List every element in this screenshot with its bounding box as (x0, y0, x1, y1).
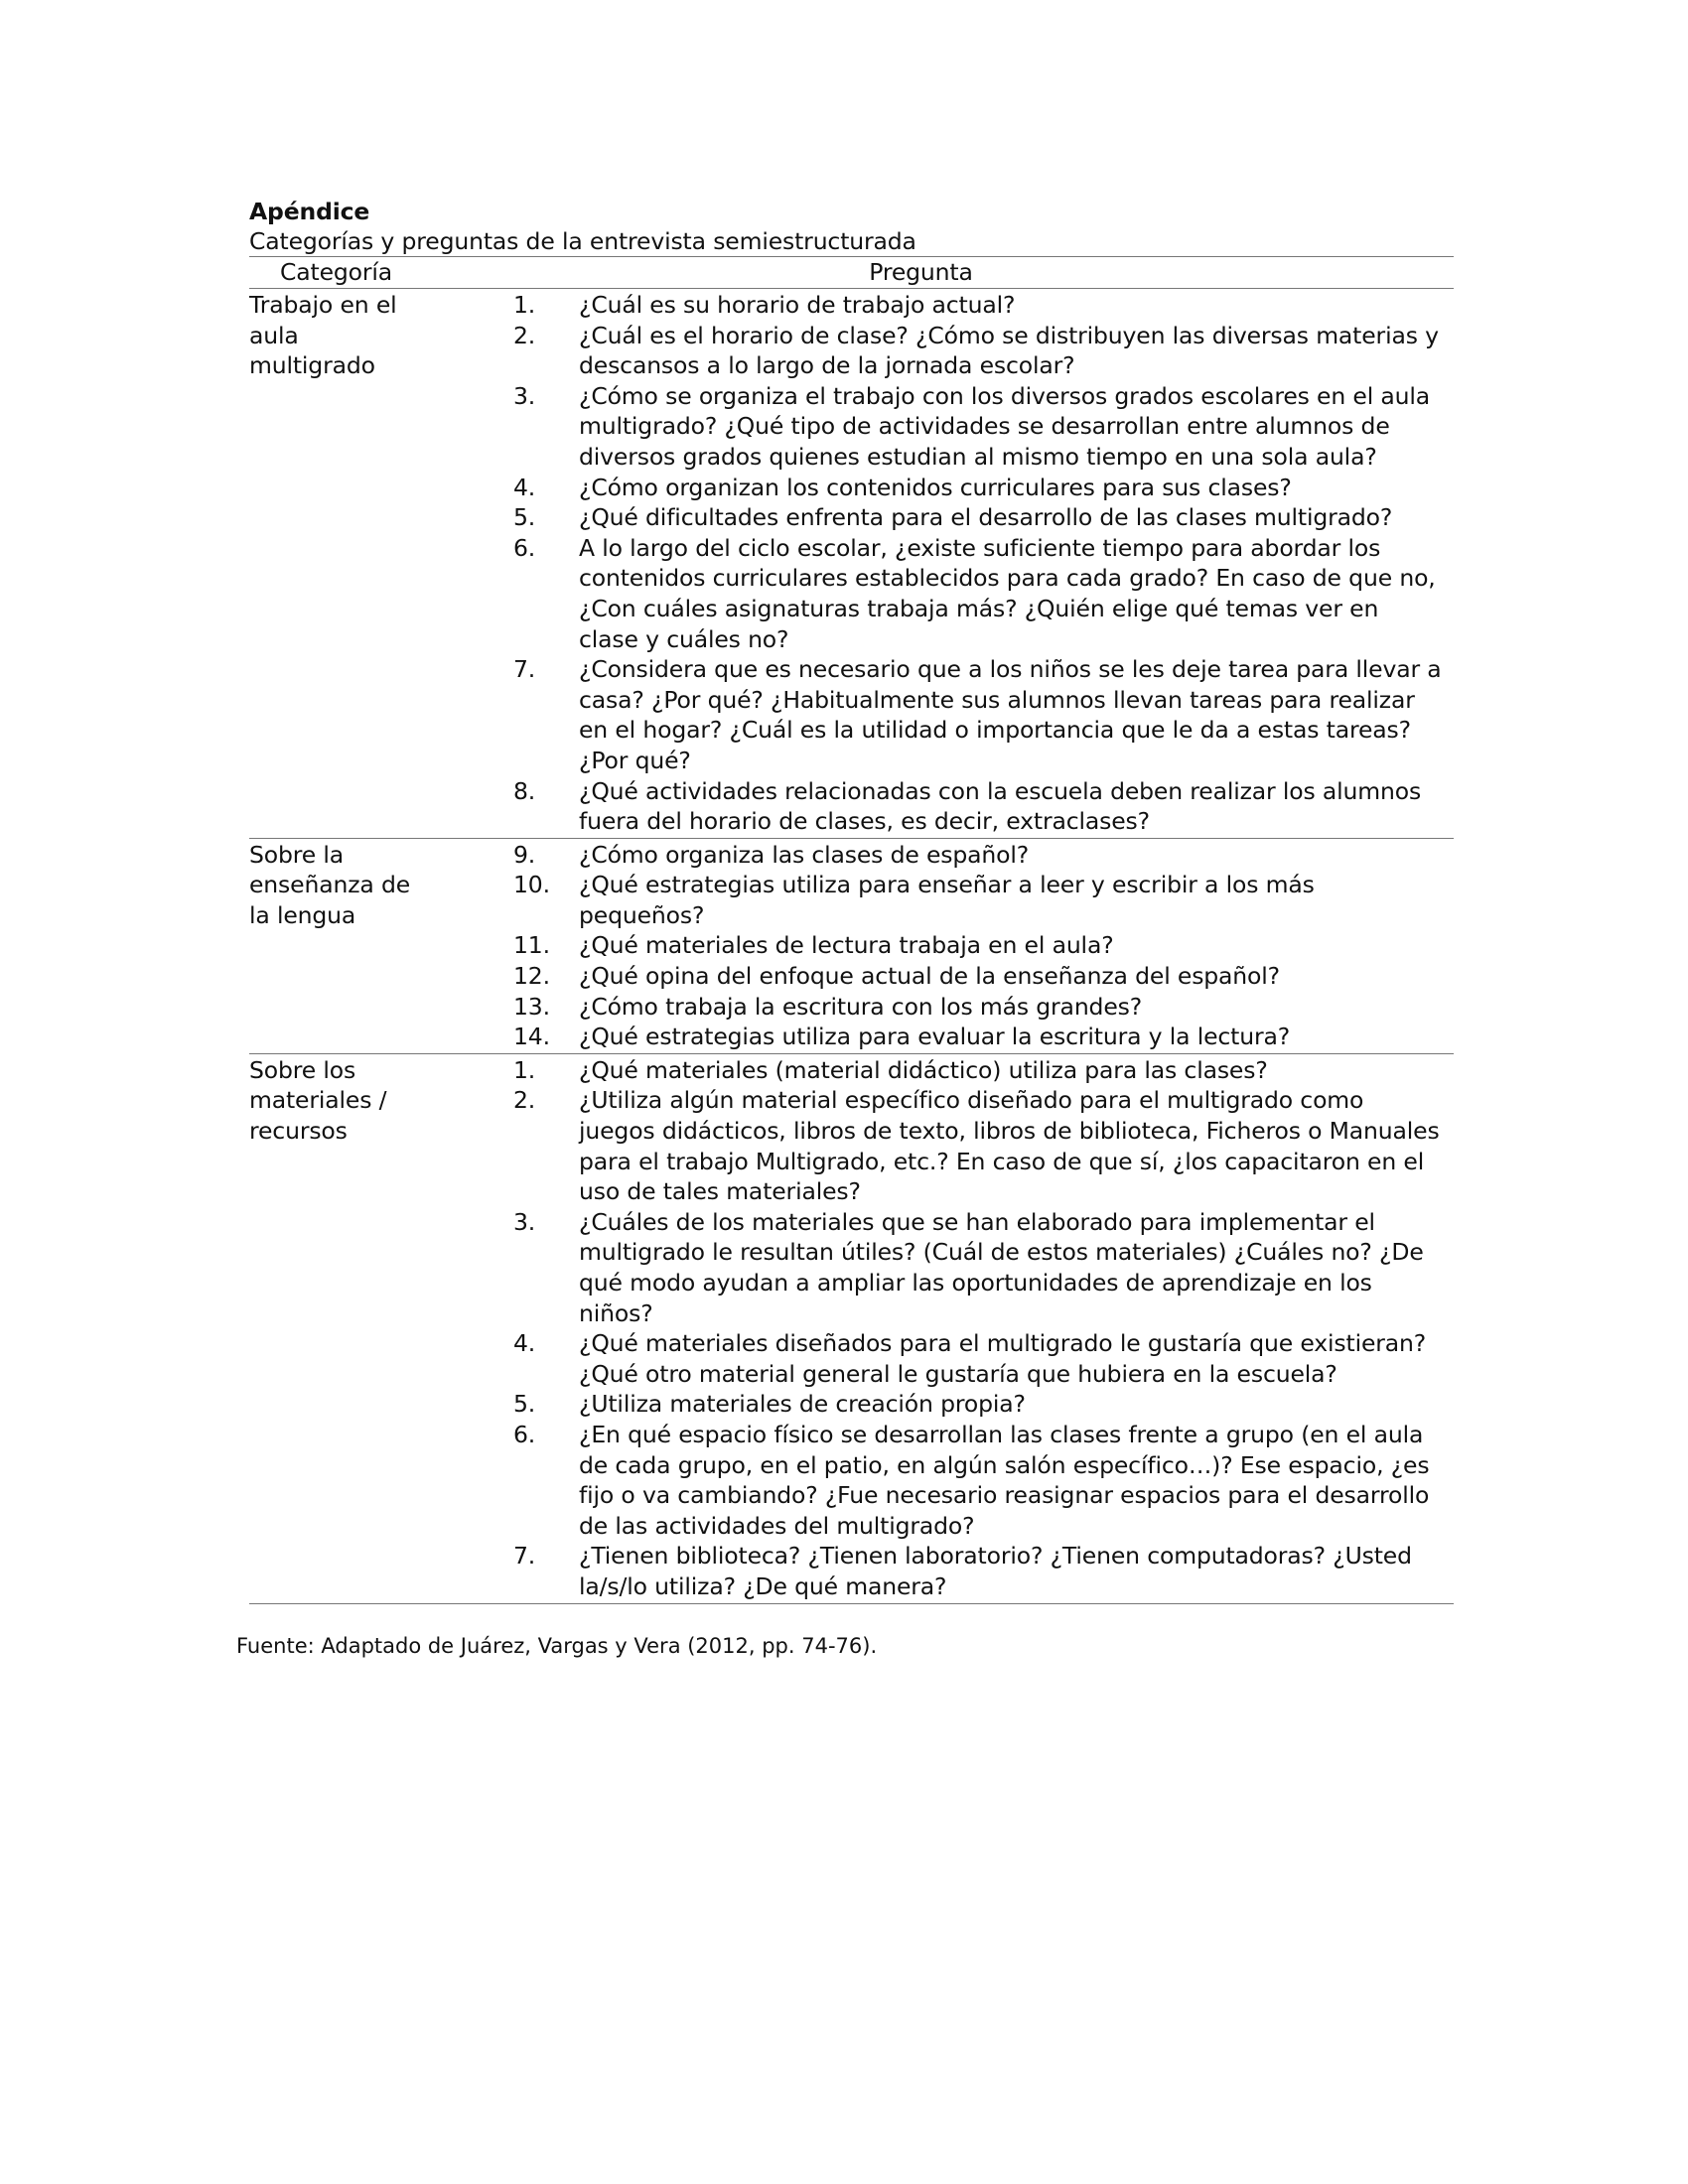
questions-cell (507, 1053, 1454, 1603)
question-text: ¿Utiliza materiales de creación propia? (579, 1390, 1026, 1419)
category-row (249, 289, 1454, 839)
question-number: 11. (513, 931, 550, 960)
question-number: 7. (513, 655, 536, 684)
question-text: ¿En qué espacio físico se desarrollan las clases frente a grupo (en el aula de cada grupo, en el patio, en algún salón específico…)? Ese espacio, ¿es fijo o va cambiando? ¿Fue necesario reasignar espacios para el desarrollo de las actividades del multigrado? (579, 1420, 1430, 1540)
question-text: ¿Cuál es el horario de clase? ¿Cómo se distribuyen las diversas materias y descansos a lo largo de la jornada escolar? (579, 321, 1439, 380)
question-item (507, 1055, 1454, 1086)
question-item (507, 1022, 1454, 1052)
question-text: ¿Qué opina del enfoque actual de la enseñanza del español? (579, 962, 1280, 991)
question-number: 2. (513, 321, 536, 349)
question-text: ¿Cómo trabaja la escritura con los más grandes? (579, 992, 1143, 1021)
question-text: ¿Tienen biblioteca? ¿Tienen laboratorio? ¿Tienen computadoras? ¿Usted la/s/lo utiliza? ¿De qué manera? (579, 1542, 1412, 1600)
category-label: Sobre los materiales / recursos (249, 1055, 387, 1146)
question-text: ¿Qué estrategias utiliza para evaluar la escritura y la lectura? (579, 1023, 1291, 1051)
category-cell (249, 289, 507, 839)
question-text: A lo largo del ciclo escolar, ¿existe suficiente tiempo para abordar los contenidos curriculares establecidos para cada grado? En caso de que no, ¿Con cuáles asignaturas trabaja más? ¿Quién elige qué temas ver en clase y cuáles no? (579, 533, 1436, 653)
category-label: Sobre la enseñanza de la lengua (249, 840, 411, 929)
category-label: Trabajo en el aula multigrado (249, 291, 397, 380)
question-text: ¿Cuáles de los materiales que se han elaborado para implementar el multigrado le resultan útiles? (Cuál de estos materiales) ¿Cuáles no? ¿De qué modo ayudan a ampliar las oportunidades de aprendizaje en los niños? (579, 1207, 1424, 1327)
appendix-heading: Apéndice (249, 198, 370, 225)
questions-cell (507, 289, 1454, 839)
question-item (507, 870, 1454, 930)
appendix-content (249, 197, 1454, 1604)
category-cell (249, 838, 507, 1053)
question-text: ¿Qué estrategias utiliza para enseñar a leer y escribir a los más pequeños? (579, 871, 1315, 929)
question-item (507, 381, 1454, 473)
question-number: 2. (513, 1086, 536, 1115)
question-item (507, 1207, 1454, 1328)
source-note: Fuente: Adaptado de Juárez, Vargas y Vera (2012, pp. 74-76). (236, 1634, 878, 1658)
question-number: 8. (513, 776, 536, 805)
header-question: Pregunta (869, 258, 973, 286)
question-text: ¿Qué actividades relacionadas con la escuela deben realizar los alumnos fuera del horario de clases, es decir, extraclases? (579, 776, 1422, 836)
question-list (507, 1054, 1454, 1603)
table-header (249, 257, 1454, 289)
question-number: 14. (513, 1023, 550, 1051)
question-number: 6. (513, 533, 536, 562)
category-cell (249, 1053, 507, 1603)
question-item (507, 1085, 1454, 1206)
category-row (249, 1053, 1454, 1603)
question-item (507, 1420, 1454, 1541)
interview-questions-table (249, 256, 1454, 1604)
question-list (507, 289, 1454, 838)
question-text: ¿Qué materiales diseñados para el multigrado le gustaría que existieran? ¿Qué otro material general le gustaría que hubiera en la escuela? (579, 1329, 1427, 1388)
question-text: ¿Utiliza algún material específico diseñado para el multigrado como juegos didácticos, libros de texto, libros de biblioteca, Ficheros o Manuales para el trabajo Multigrado, etc.? En caso de que sí, ¿los capacitaron en el uso de tales materiales? (579, 1086, 1440, 1206)
question-item (507, 1328, 1454, 1389)
question-text: ¿Considera que es necesario que a los niños se les deje tarea para llevar a casa? ¿Por qué? ¿Habitualmente sus alumnos llevan tareas para realizar en el hogar? ¿Cuál es la utilidad o importancia que le da a estas tareas? ¿Por qué? (579, 655, 1442, 774)
question-text: ¿Qué dificultades enfrenta para el desarrollo de las clases multigrado? (579, 503, 1393, 532)
question-number: 9. (513, 840, 536, 869)
questions-cell (507, 838, 1454, 1053)
question-list (507, 839, 1454, 1053)
question-number: 6. (513, 1420, 536, 1448)
question-item (507, 290, 1454, 321)
header-row (249, 257, 1454, 289)
question-item (507, 654, 1454, 775)
question-text: ¿Cómo organizan los contenidos curriculares para sus clases? (579, 473, 1292, 501)
question-text: ¿Qué materiales (material didáctico) utiliza para las clases? (579, 1055, 1268, 1084)
question-item (507, 840, 1454, 871)
question-number: 4. (513, 473, 536, 501)
table-body (249, 289, 1454, 1604)
question-item (507, 961, 1454, 992)
question-number: 7. (513, 1542, 536, 1570)
question-number: 4. (513, 1329, 536, 1358)
question-text: ¿Cómo se organiza el trabajo con los diversos grados escolares en el aula multigrado? ¿Qué tipo de actividades se desarrollan entre alumnos de diversos grados quienes estudian al mismo tiempo en una sola aula? (579, 381, 1431, 471)
question-item (507, 930, 1454, 961)
category-row (249, 838, 1454, 1053)
question-item (507, 1389, 1454, 1420)
question-number: 5. (513, 503, 536, 532)
question-number: 3. (513, 1207, 536, 1236)
question-number: 1. (513, 291, 536, 319)
table-caption: Categorías y preguntas de la entrevista semiestructurada (249, 227, 916, 255)
question-text: ¿Cuál es su horario de trabajo actual? (579, 291, 1016, 319)
header-category: Categoría (280, 258, 393, 286)
question-number: 10. (513, 871, 550, 899)
question-number: 3. (513, 381, 536, 410)
question-item (507, 1541, 1454, 1601)
question-item (507, 502, 1454, 533)
question-item (507, 992, 1454, 1023)
question-item (507, 473, 1454, 503)
question-number: 12. (513, 962, 550, 991)
question-text: ¿Qué materiales de lectura trabaja en el aula? (579, 931, 1114, 960)
question-number: 13. (513, 992, 550, 1021)
question-item (507, 533, 1454, 654)
question-number: 5. (513, 1390, 536, 1419)
question-text: ¿Cómo organiza las clases de español? (579, 840, 1030, 869)
question-item (507, 776, 1454, 837)
question-item (507, 321, 1454, 381)
question-number: 1. (513, 1055, 536, 1084)
